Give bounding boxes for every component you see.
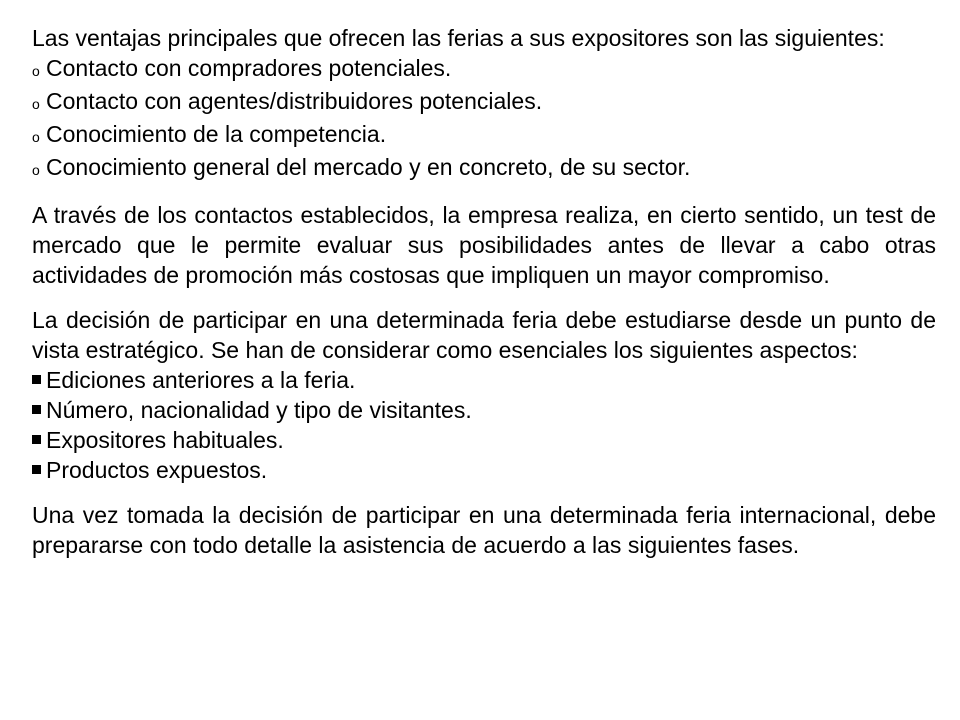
list-item-text: Expositores habituales. xyxy=(46,427,284,453)
list-item xyxy=(32,365,936,395)
list-item xyxy=(32,119,936,152)
list-item xyxy=(32,425,936,455)
circle-bullet-icon: o xyxy=(32,63,40,79)
square-bullet-icon xyxy=(32,405,41,414)
list-item-text: Conocimiento general del mercado y en concreto, de su sector. xyxy=(46,154,691,180)
closing-paragraph: Una vez tomada la decisión de participar en una determinada feria internacional, debe prepararse con todo detalle la asistencia de acuerdo a las siguientes fases. xyxy=(32,502,936,558)
list-item xyxy=(32,395,936,425)
list-item-text: Conocimiento de la competencia. xyxy=(46,121,387,147)
circle-bullet-icon: o xyxy=(32,129,40,145)
square-bullet-icon xyxy=(32,465,41,474)
market-test-paragraph: A través de los contactos establecidos, la empresa realiza, en cierto sentido, un test de mercado que le permite evaluar sus posibilidades antes de llevar a cabo otras actividades de promoción más costosas que impliquen un mayor compromiso. xyxy=(32,202,936,288)
square-bullet-icon xyxy=(32,375,41,384)
decision-paragraph: La decisión de participar en una determinada feria debe estudiarse desde un punto de vista estratégico. Se han de considerar como esenciales los siguientes aspectos: xyxy=(32,307,936,363)
list-item-text: Contacto con agentes/distribuidores potenciales. xyxy=(46,88,543,114)
list-item-text: Número, nacionalidad y tipo de visitantes. xyxy=(46,397,472,423)
advantages-list xyxy=(32,53,936,185)
list-item-text: Productos expuestos. xyxy=(46,457,268,483)
aspects-list xyxy=(32,365,936,485)
square-bullet-icon xyxy=(32,435,41,444)
list-item xyxy=(32,86,936,119)
list-item xyxy=(32,53,936,86)
intro-paragraph: Las ventajas principales que ofrecen las ferias a sus expositores son las siguientes: xyxy=(32,25,885,51)
circle-bullet-icon: o xyxy=(32,162,40,178)
list-item xyxy=(32,455,936,485)
document-body xyxy=(32,23,936,560)
circle-bullet-icon: o xyxy=(32,96,40,112)
list-item-text: Contacto con compradores potenciales. xyxy=(46,55,452,81)
list-item-text: Ediciones anteriores a la feria. xyxy=(46,367,356,393)
list-item xyxy=(32,152,936,185)
